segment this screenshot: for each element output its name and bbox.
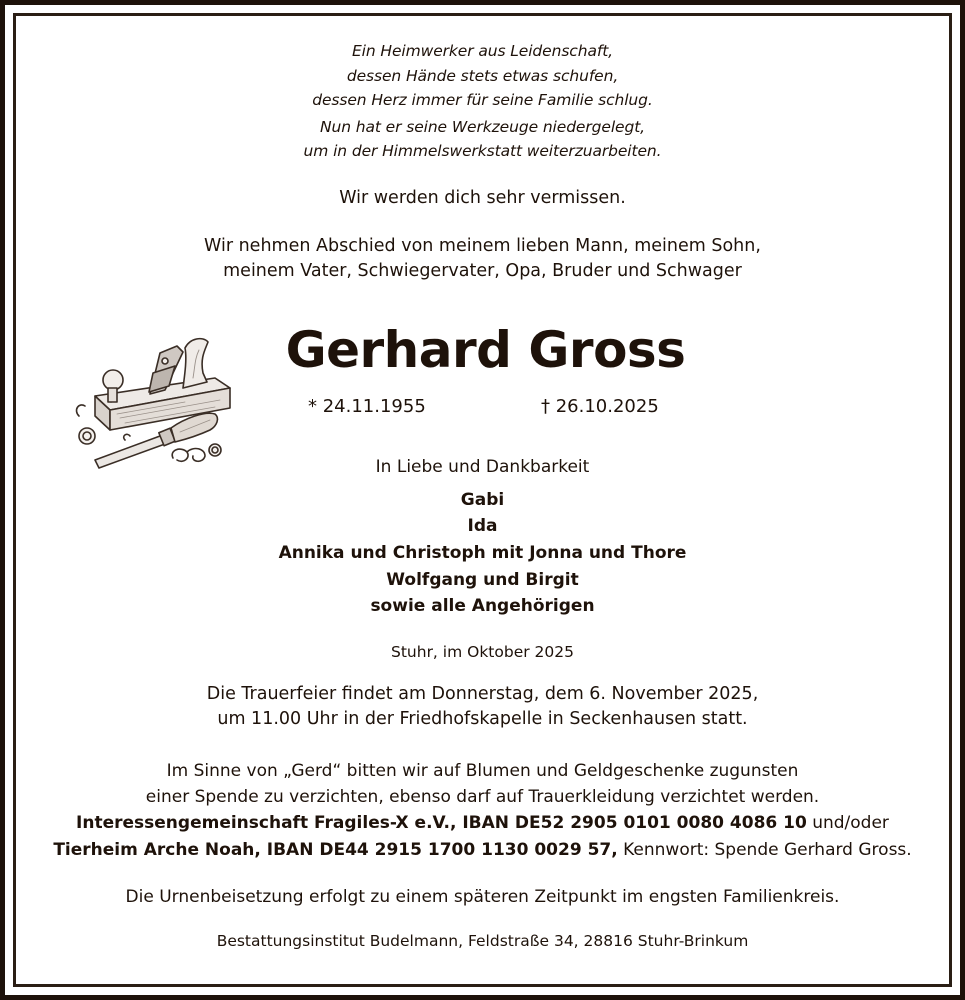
farewell-line: meinem Vater, Schwiegervater, Opa, Bruder und Schwager — [223, 261, 742, 281]
funeral-home: Bestattungsinstitut Budelmann, Feldstraße 34, 28816 Stuhr-Brinkum — [216, 932, 749, 950]
farewell-line: Wir nehmen Abschied von meinem lieben Mann, meinem Sohn, — [204, 236, 761, 256]
poem-line: um in der Himmelswerkstatt weiterzuarbeiten. — [303, 142, 662, 160]
mourners-intro: In Liebe und Dankbarkeit — [375, 457, 590, 477]
poem-line: dessen Herz immer für seine Familie schlug. — [312, 91, 653, 109]
place-date: Stuhr, im Oktober 2025 — [391, 643, 574, 661]
donation-line-org1 — [0, 815, 965, 832]
deceased-name: Gerhard Gross — [285, 321, 686, 379]
death-date: † 26.10.2025 — [541, 396, 659, 417]
donation-line: Im Sinne von „Gerd“ bitten wir auf Blumen und Geldgeschenke zugunsten — [166, 761, 799, 781]
donation-line: einer Spende zu verzichten, ebenso darf auf Trauerkleidung verzichtet werden. — [145, 787, 820, 807]
mourner-name: Ida — [467, 516, 498, 536]
poem-line: Nun hat er seine Werkzeuge niedergelegt, — [319, 118, 646, 136]
donation-line-org2 — [0, 842, 965, 859]
donation-conjunction: und/oder — [806, 813, 889, 833]
donation-org2-iban: Tierheim Arche Noah, IBAN DE44 2915 1700 1130 0029 57, — [53, 840, 618, 860]
poem-line: Ein Heimwerker aus Leidenschaft, — [351, 42, 614, 60]
mourner-name: Gabi — [460, 490, 505, 510]
ceremony-line: um 11.00 Uhr in der Friedhofskapelle in Seckenhausen statt. — [217, 709, 748, 729]
miss-line: Wir werden dich sehr vermissen. — [339, 188, 626, 208]
mourner-name: Wolfgang und Birgit — [386, 570, 579, 590]
ceremony-line: Die Trauerfeier findet am Donnerstag, dem 6. November 2025, — [206, 684, 759, 704]
birth-date: * 24.11.1955 — [308, 396, 426, 417]
donation-org1-iban: Interessengemeinschaft Fragiles-X e.V., IBAN DE52 2905 0101 0080 4086 10 — [76, 813, 807, 833]
burial-note: Die Urnenbeisetzung erfolgt zu einem späteren Zeitpunkt im engsten Familienkreis. — [125, 887, 840, 907]
mourner-name: sowie alle Angehörigen — [370, 596, 595, 616]
poem-line: dessen Hände stets etwas schufen, — [346, 67, 619, 85]
mourner-name: Annika und Christoph mit Jonna und Thore — [278, 543, 687, 563]
donation-keyword: Kennwort: Spende Gerhard Gross. — [617, 840, 912, 860]
